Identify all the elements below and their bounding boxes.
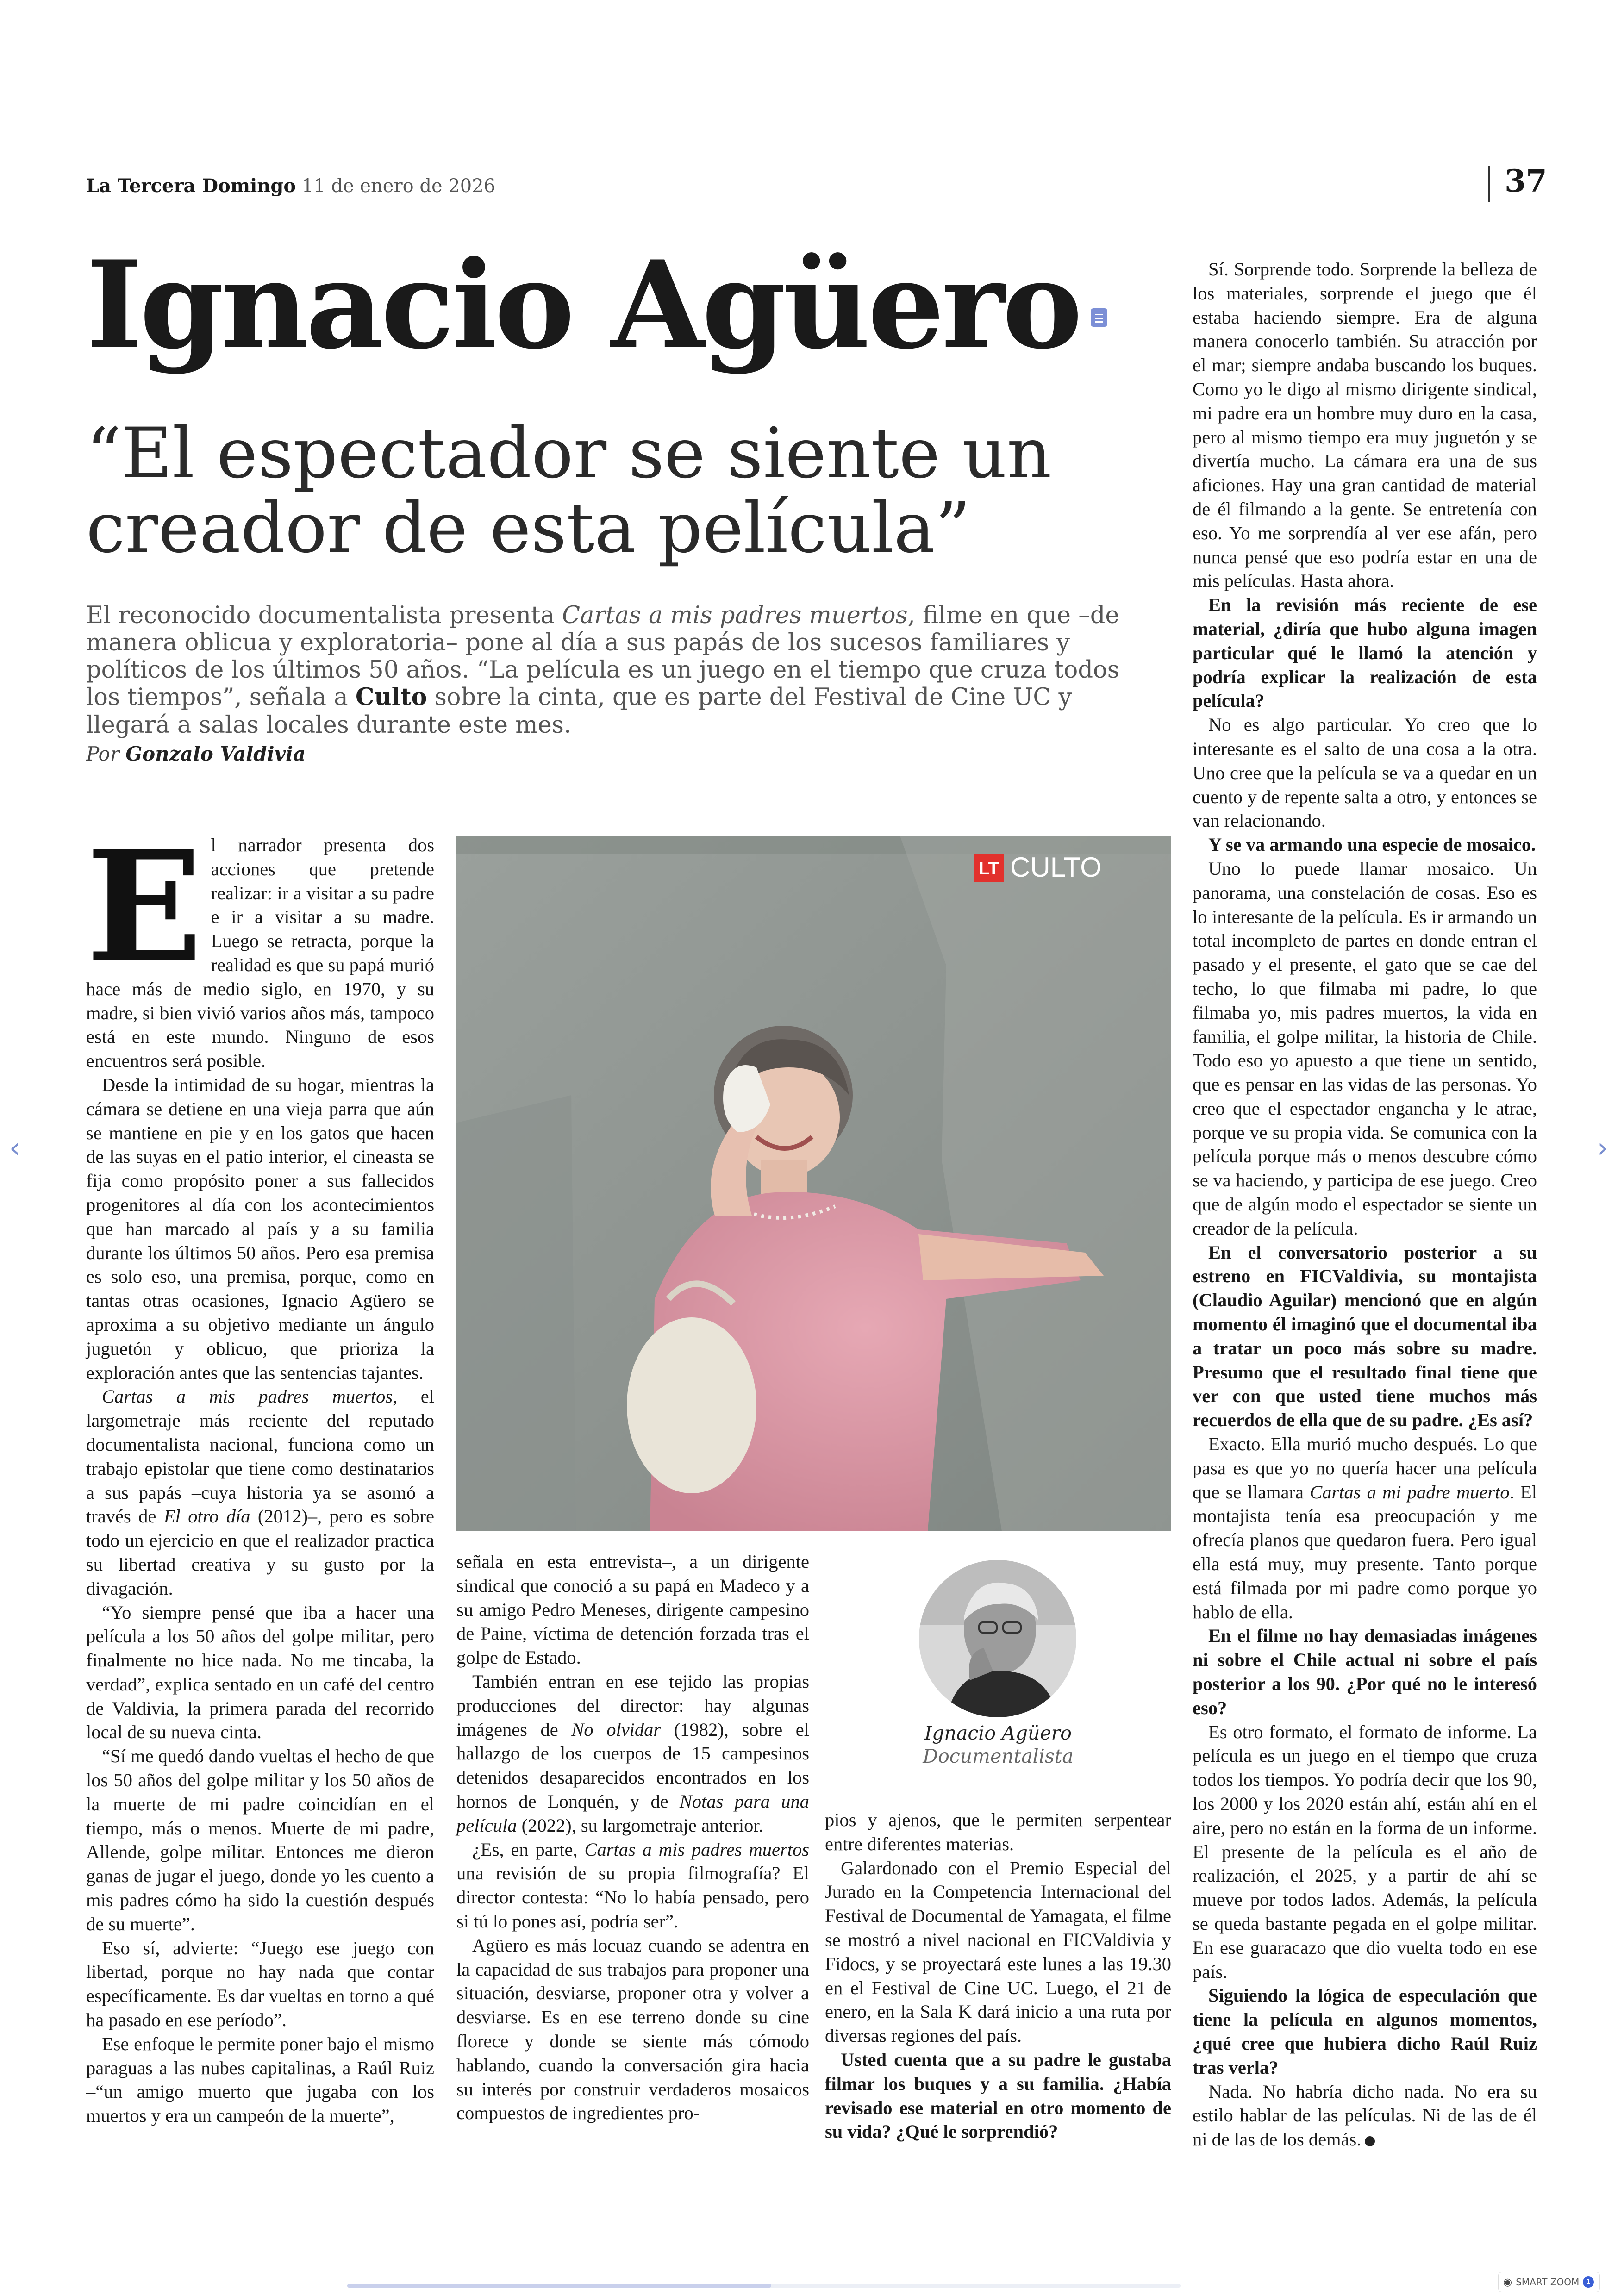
body-column-4 [1193,257,1537,2152]
interview-question: Siguiendo la lógica de especulación que tiene la película en algunos momentos, ¿qué cree que hubiera dicho Raúl Ruiz tras verla? [1193,1985,1537,2078]
page-number-divider [1488,166,1490,202]
body-column-2 [456,1550,809,2125]
previous-page-icon[interactable]: ‹ [9,1132,20,1164]
body-column-1 [86,817,434,2128]
paragraph: ¿Es, en parte, Cartas a mis padres muertos una revisión de su propia filmografía? El director contesta: “No lo había pensado, pero si tú lo pones así, podría ser”. [456,1839,809,1932]
interview-question: En el filme no hay demasiadas imágenes ni sobre el Chile actual ni sobre el país posterior a los 90. ¿Por qué no le interesó eso? [1193,1625,1537,1718]
article-intro: El reconocido documentalista presenta Cartas a mis padres muertos, filme en que –de manera oblicua y exploratoria– pone al día a sus papás de los sucesos familiares y políticos de los últimos 50 años. “La película es un juego en el tiempo que cruza todos los tiempos”, señala a Culto sobre la cinta, que es parte del Festival de Cine UC y llegará a salas locales durante este mes. [86,602,1119,739]
paragraph: “Sí me quedó dando vueltas el hecho de que los 50 años del golpe militar y los 50 años de la muerte de mi padre coincidían en el tiempo, más o menos. Muerte de mi padre, Allende, golpe militar. Entonces me dieron ganas de jugar el juego, donde yo les cuento a mis padres cómo ha sido la cuestión después de su muerte”. [86,1746,434,1934]
smart-zoom-button[interactable] [1498,2272,1600,2292]
interview-question: Y se va armando una especie de mosaico. [1208,834,1536,855]
interview-answer: Sí. Sorprende todo. Sorprende la belleza de los materiales, sorprende el juego que él estaba haciendo siempre. Era de alguna manera conocerlo también. Su atracción por el mar; siempre andaba buscando los buques. Como yo le digo al mismo dirigente sindical, mi padre era un hombre muy duro en la casa, pero al mismo tiempo era muy juguetón y se divertía mucho. La cámara era una de sus aficiones. Hay una gran cantidad de material de él filmando a la gente. Se entretenía con eso. Yo me sorprendía al ver ese afán, pero nunca pensé que eso podría estar en una de mis películas. Hasta ahora. [1193,259,1537,592]
publication-date: 11 de enero de 2026 [301,175,496,197]
interview-answer: Nada. No habría dicho nada. No era su estilo hablar de las películas. Ni de las de él ni de las de los demás. [1193,2081,1537,2150]
film-still-photo [456,836,1171,1531]
interview-answer: Es otro formato, el formato de informe. La película es un juego en el tiempo que cruza todos los tiempos. Yo podría decir que los 90, los 2000 y los 2020 están ahí, están ahí en el aire, pero no están en la forma de un informe. El presente de la película es el año de realización, el 2025, y a partir de ahí se mueve por todos lados. Además, la película se queda bastante pegada en el golpe militar. En ese guaracazo que dio vuelta todo en ese país. [1193,1721,1537,1982]
paragraph: “Yo siempre pensé que iba a hacer una película a los 50 años del golpe militar, pero finalmente no hice nada. No me tincaba, la verdad”, explica sentado en un café del centro de Valdivia, la primera parada del recorrido local de su nueva cinta. [86,1602,434,1743]
smart-zoom-label: SMART ZOOM [1516,2276,1580,2288]
author-portrait [919,1560,1076,1717]
publication-name: La Tercera Domingo [86,175,296,197]
paragraph: Galardonado con el Premio Especial del Jurado en la Competencia Internacional del Festival de Documental de Yamagata, el filme se mostró a nivel nacional en FICValdivia y Fidocs, y se proyectará este lunes a las 19.30 en el Festival de Cine UC. Luego, el 21 de enero, en la Sala K dará inicio a una ruta por diversas regiones del país. [825,1857,1171,2046]
interview-answer: Uno lo puede llamar mosaico. Un panorama, una constelación de cosas. Eso es lo interesante de la película. Es ir armando un total incompleto de partes en donde entran el pasado y el presente, el gato que se cae del techo, lo que filmaba mi padre, lo que filmaba yo, mis padres muertos, la vida en familia, el golpe militar, la historia de Chile. Todo eso yo apuesto a que tiene un sentido, que es pensar en las vidas de las personas. Yo creo que el espectador engancha y le atrae, porque ve su propia vida. Se comunica con la película porque más o menos descubre cómo se va haciendo, y participa de ese juego. Creo que de algún modo el espectador se siente un creador de la película. [1193,858,1537,1239]
paragraph: Desde la intimidad de su hogar, mientras la cámara se detiene en una vieja parra que aún se mantiene en pie y en los gatos que hacen de las suyas en el patio interior, el cineasta se fija como propósito poner a sus fallecidos progenitores al día con los acontecimientos que han marcado al país y a su familia durante los últimos 50 años. Pero esa premisa es solo eso, una premisa, porque, como en tantas otras ocasiones, Ignacio Agüero se aproxima a su objetivo mediante un ángulo juguetón y oblicuo, que prioriza la exploración antes que las sentencias tajantes. [86,1074,434,1383]
byline: Por Gonzalo Valdivia [86,742,306,765]
byline-author: Gonzalo Valdivia [125,742,306,765]
paragraph: También entran en ese tejido las propias producciones del director: hay algunas imágenes de No olvidar (1982), sobre el hallazgo de los cuerpos de 15 campesinos detenidos desaparecidos encontrados en los hornos de Lonquén, y de Notas para una película (2022), su largometraje anterior. [456,1671,809,1836]
paragraph: Ese enfoque le permite poner bajo el mismo paraguas a las nubes capitalinas, a Raúl Ruiz –“un amigo muerto que jugaba con los muertos y era un campeón de la muerte”, [86,2033,434,2127]
paragraph: señala en esta entrevista–, a un dirigente sindical que conoció a su papá en Madeco y a su amigo Pedro Meneses, dirigente campesino de Paine, víctima de detención forzada tras el golpe de Estado. [456,1551,809,1668]
publication-header [86,175,495,197]
paragraph: l narrador presenta dos acciones que pretende realizar: ir a visitar a su padre e ir a visitar a su madre. Luego se retracta, porque la realidad es que su papá murió hace más de medio siglo, en 1970, y su madre, si bien vivió varios años más, tampoco está en este mundo. Ninguno de esos encuentros será posible. [86,835,434,1072]
drop-cap: E [86,817,203,997]
article-title: Ignacio Agüero [86,235,1080,376]
interview-question: Usted cuenta que a su padre le gustaba filmar los buques y a su familia. ¿Había revisado ese material en otro momento de su vida? ¿Qué le sorprendió? [825,2049,1171,2142]
next-page-icon[interactable]: › [1597,1132,1608,1164]
portrait-caption-name: Ignacio Agüero [924,1722,1072,1744]
body-column-3 [825,1808,1171,2144]
paragraph: Eso sí, advierte: “Juego ese juego con libertad, porque no hay nada que contar específicamente. Es dar vueltas en torno a qué ha pasado en ese período”. [86,1937,434,2031]
paragraph: Cartas a mis padres muertos, el largometraje más reciente del reputado documentalista nacional, funciona como un trabajo epistolar que tiene como destinatarios a sus papás –cuya historia ya se asomó a través de El otro día (2012)–, pero es sobre todo un ejercicio en que el realizador practica su libertad creativa y su gusto por la divagación. [86,1386,434,1599]
interview-question: En la revisión más reciente de ese material, ¿diría que hubo alguna imagen particular qué le llamó la atención y podría explicar la realización de esta película? [1193,594,1537,711]
watermark-culto: CULTO [1010,852,1102,883]
interview-answer: No es algo particular. Yo creo que lo interesante es el salto de una cosa a la otra. Uno cree que la película se va a quedar en un cuento y de repente salta a otro, y entonces se van relacionando. [1193,714,1537,831]
end-of-article-icon [1365,2136,1375,2146]
smart-zoom-count: 1 [1583,2276,1594,2288]
article-subtitle: “El espectador se siente un creador de esta película” [86,413,1052,568]
interview-answer: Exacto. Ella murió mucho después. Lo que pasa es que yo no quería hacer una película que se llamara Cartas a mi padre muerto. El montajista tenía esa preocupación y me ofrecía planos que quedaron fuera. Pero igual ella está muy, muy presente. Tanto porque está filmada por mi padre como porque yo hablo de ella. [1193,1434,1537,1622]
interview-question: En el conversatorio posterior a su estreno en FICValdivia, su montajista (Claudio Aguilar) mencionó que en algún momento él imaginó que el documental iba a tratar un poco más sobre su madre. Presumo que el resultado final tiene que ver con que usted tiene muchos más recuerdos de ella que de su padre. ¿Es así? [1193,1241,1537,1431]
portrait-caption-role: Documentalista [923,1745,1074,1767]
page-progress-fill [347,2284,771,2288]
page-number: 37 [1505,163,1547,199]
paragraph: Agüero es más locuaz cuando se adentra en la capacidad de sus trabajos para proponer una situación, desviarse, proponer otra y volver a desviarse. Es en ese terreno donde su cine florece y donde se siente más cómodo hablando, cuando la conversación gira hacia su interés por construir verdaderos mosaicos compuestos de ingredientes pro- [456,1934,809,2124]
note-icon[interactable] [1091,308,1107,327]
eye-icon: ◉ [1503,2276,1512,2288]
watermark-lt: LT [979,859,999,879]
paragraph: pios y ajenos, que le permiten serpentear entre diferentes materias. [825,1809,1171,1854]
